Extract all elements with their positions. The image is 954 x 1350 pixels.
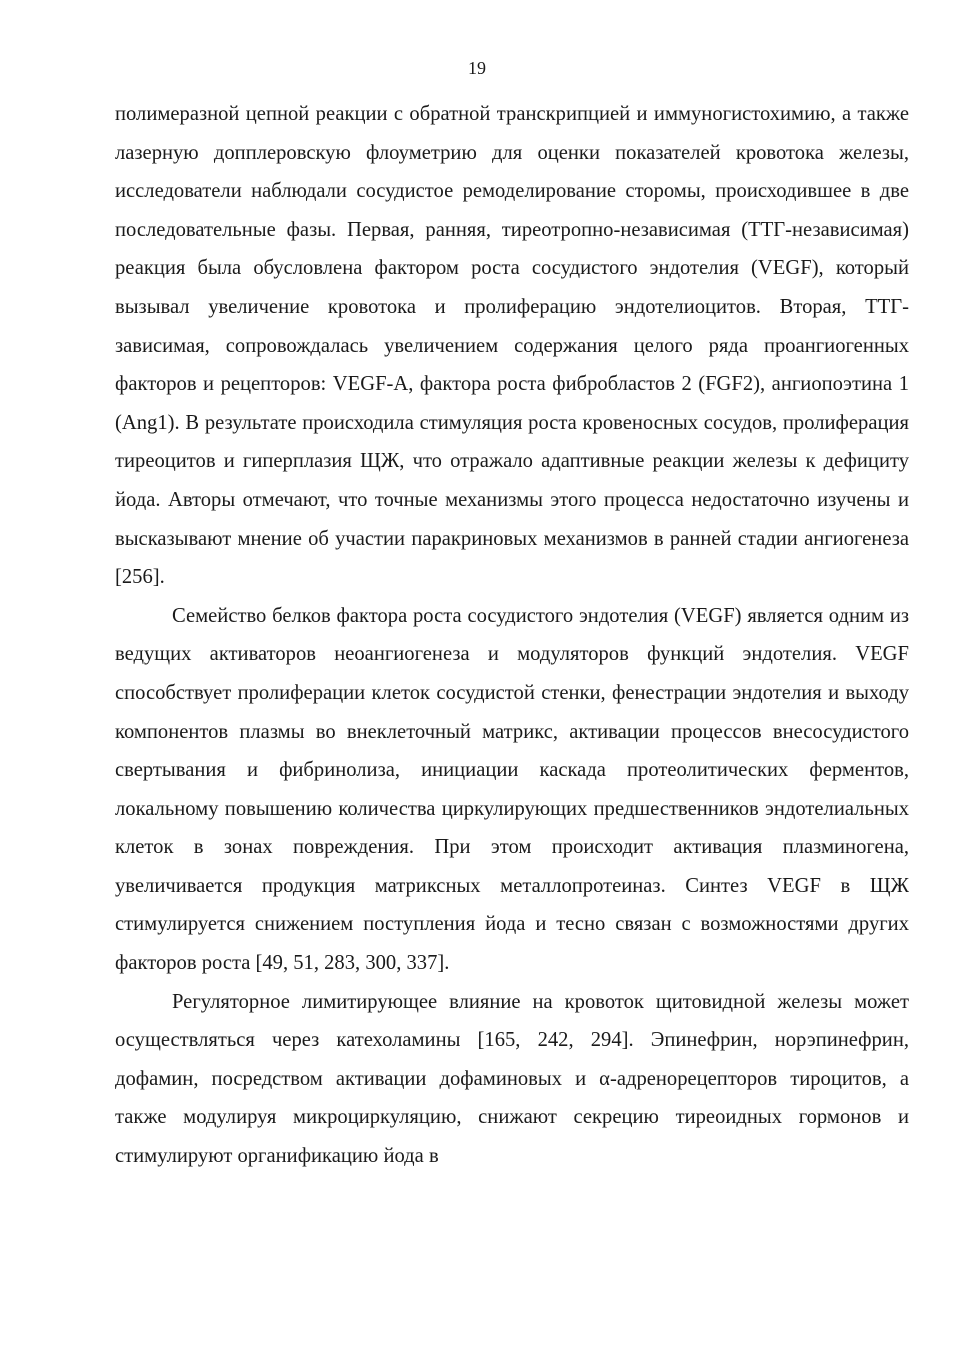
paragraph: полимеразной цепной реакции с обратной транскрипцией и иммуногистохимию, а также лазерную допплеровскую флоуметрию для оценки показателей кровотока железы, исследователи наблюдали сосудистое ремоделирование сторомы, происходившее в две последовательные фазы. Первая, ранняя, тиреотропно-независимая (ТТГ-независимая) реакция была обусловлена фактором роста сосудистого эндотелия (VEGF), который вызывал увеличение кровотока и пролиферацию эндотелиоцитов. Вторая, ТТГ-зависимая, сопровождалась увеличением содержания целого ряда проангиогенных факторов и рецепторов: VEGF-A, фактора роста фибробластов 2 (FGF2), ангиопоэтина 1 (Ang1). В результате происходила стимуляция роста кровеносных сосудов, пролиферация тиреоцитов и гиперплазия ЩЖ, что отражало адаптивные реакции железы к дефициту йода. Авторы отмечают, что точные механизмы этого процесса недостаточно изучены и высказывают мнение об участии паракриновых механизмов в ранней стадии ангиогенеза [256]. xyxy=(115,103,909,589)
page-number: 19 xyxy=(468,58,486,78)
paragraph: Семейство белков фактора роста сосудистого эндотелия (VEGF) является одним из ведущих активаторов неоангиогенеза и модуляторов функций эндотелия. VEGF способствует пролиферации клеток сосудистой стенки, фенестрации эндотелия и выходу компонентов плазмы во внеклеточный матрикс, активации процессов внесосудистого свертывания и фибринолиза, инициации каскада протеолитических ферментов, локальному повышению количества циркулирующих предшественников эндотелиальных клеток в зонах повреждения. При этом происходит активация плазминогена, увеличивается продукция матриксных металлопротеиназ. Синтез VEGF в ЩЖ стимулируется снижением поступления йода и тесно связан с возможностями других факторов роста [49, 51, 283, 300, 337]. xyxy=(115,604,909,975)
paragraph: Регуляторное лимитирующее влияние на кровоток щитовидной железы может осуществляться через катехоламины [165, 242, 294]. Эпинефрин, норэпинефрин, дофамин, посредством активации дофаминовых и α-адренорецепторов тироцитов, а также модулируя микроциркуляцию, снижают секрецию тиреоидных гормонов и стимулируют органификацию йода в xyxy=(115,990,909,1168)
document-body xyxy=(115,95,909,1176)
